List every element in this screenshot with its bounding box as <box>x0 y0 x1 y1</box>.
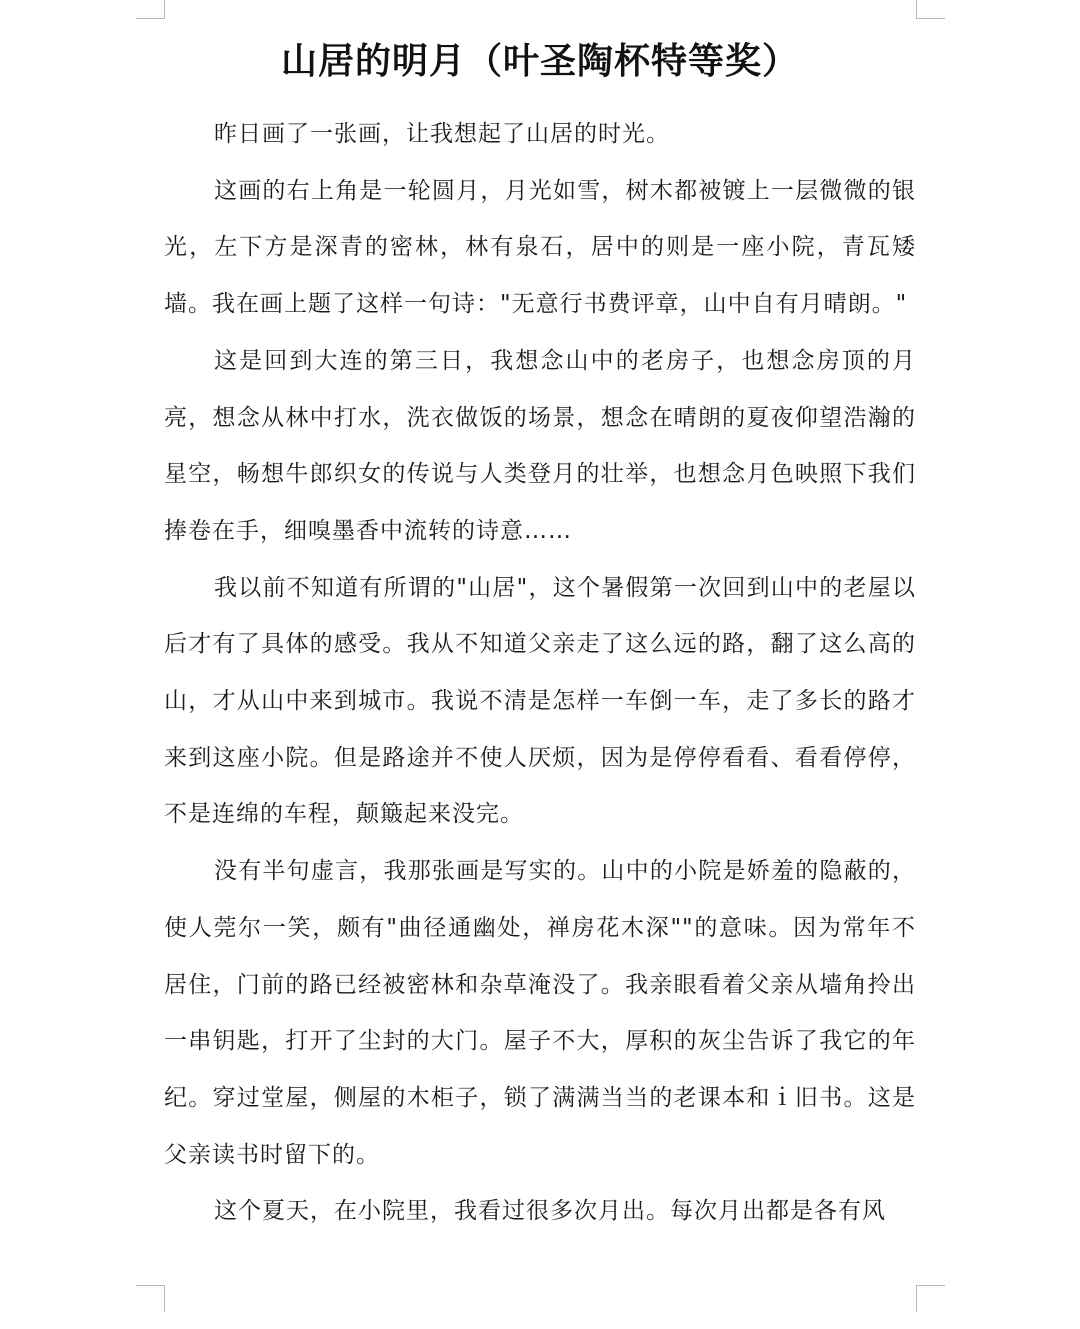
document-body <box>164 106 916 1240</box>
crop-mark-bottom-right <box>916 1285 945 1312</box>
paragraph-2: 这画的右上角是一轮圆月，月光如雪，树木都被镀上一层微微的银光，左下方是深青的密林，林有泉石，居中的则是一座小院，青瓦矮墙。我在画上题了这样一句诗："无意行书费评章，山中自有月晴朗。" <box>164 177 916 318</box>
paragraph-3: 这是回到大连的第三日，我想念山中的老房子，也想念房顶的月亮，想念从林中打水，洗衣做饭的场景，想念在晴朗的夏夜仰望浩瀚的星空，畅想牛郎织女的传说与人类登月的壮举，也想念月色映照下我们捧卷在手，细嗅墨香中流转的诗意…… <box>164 347 916 544</box>
paragraph-5: 没有半句虚言，我那张画是写实的。山中的小院是娇羞的隐蔽的，使人莞尔一笑，颇有"曲径通幽处，禅房花木深""的意味。因为常年不居住，门前的路已经被密林和杂草淹没了。我亲眼看着父亲从墙角拎出一串钥匙，打开了尘封的大门。屋子不大，厚积的灰尘告诉了我它的年纪。穿过堂屋，侧屋的木柜子，锁了满满当当的老课本和ｉ旧书。这是父亲读书时留下的。 <box>164 858 916 1168</box>
document-title: 山居的明月（叶圣陶杯特等奖） <box>280 41 799 82</box>
paragraph-1: 昨日画了一张画，让我想起了山居的时光。 <box>214 121 670 147</box>
crop-mark-top-left <box>136 0 165 19</box>
paragraph-4: 我以前不知道有所谓的"山居"，这个暑假第一次回到山中的老屋以后才有了具体的感受。我从不知道父亲走了这么远的路，翻了这么高的山，才从山中来到城市。我说不清是怎样一车倒一车，走了多长的路才来到这座小院。但是路途并不使人厌烦，因为是停停看看、看看停停，不是连绵的车程，颠簸起来没完。 <box>164 574 916 828</box>
crop-mark-top-right <box>916 0 945 19</box>
paragraph-6: 这个夏天，在小院里，我看过很多次月出。每次月出都是各有风 <box>214 1198 886 1225</box>
crop-mark-bottom-left <box>136 1285 165 1312</box>
